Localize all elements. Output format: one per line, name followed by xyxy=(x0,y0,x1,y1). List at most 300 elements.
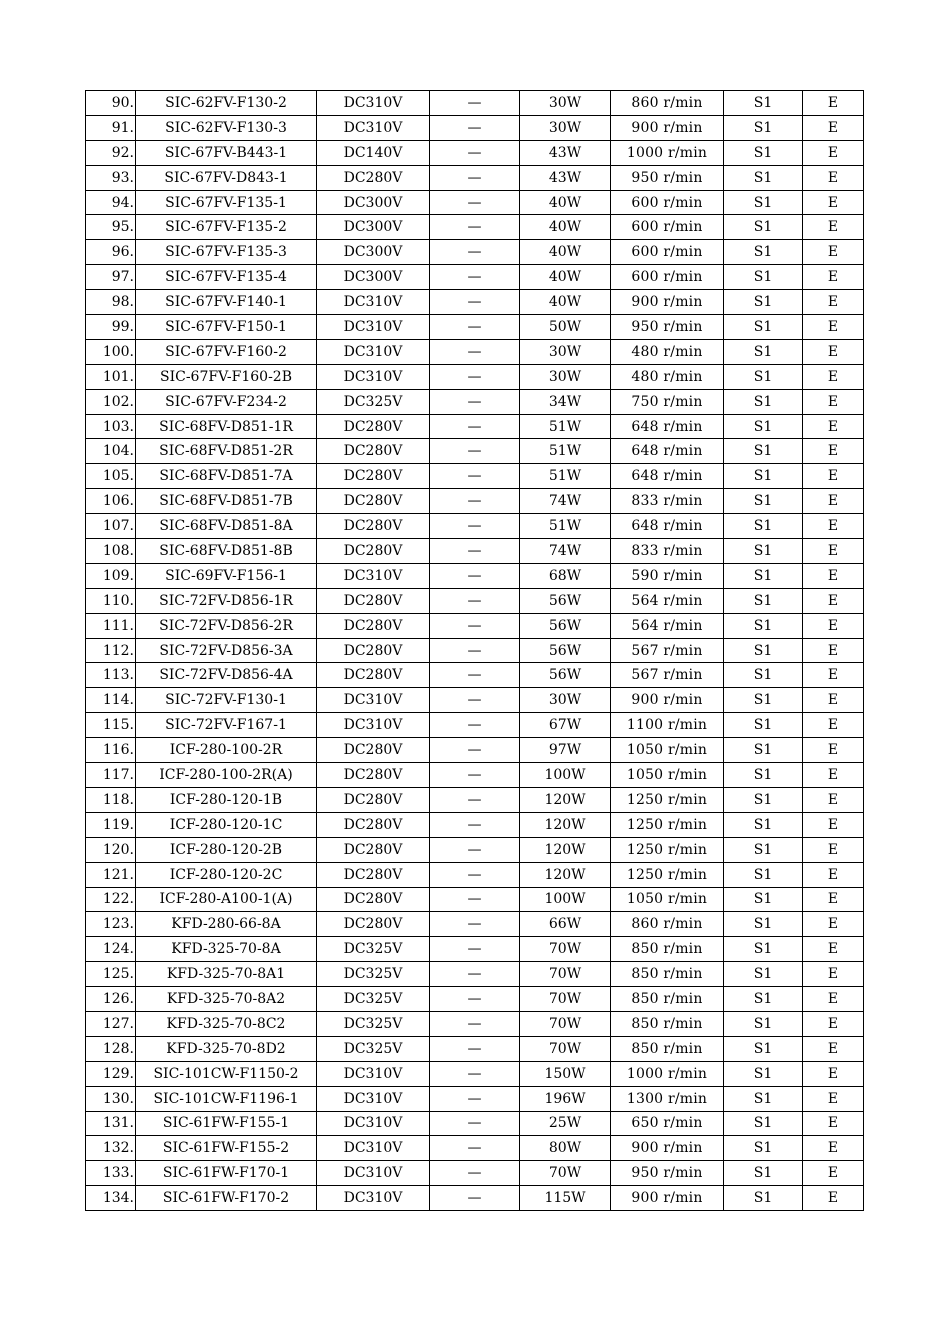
index-cell: 111. xyxy=(86,613,136,638)
index-cell: 107. xyxy=(86,514,136,539)
voltage-cell: DC325V xyxy=(317,1011,430,1036)
table-row xyxy=(86,91,864,116)
model-cell: KFD-325-70-8D2 xyxy=(136,1036,317,1061)
insulation-cell: E xyxy=(803,339,864,364)
duty-cell: S1 xyxy=(724,464,803,489)
table-row xyxy=(86,962,864,987)
index-cell: 90. xyxy=(86,91,136,116)
index-cell: 112. xyxy=(86,638,136,663)
duty-cell: S1 xyxy=(724,937,803,962)
model-cell: SIC-68FV-D851-2R xyxy=(136,439,317,464)
table-row xyxy=(86,1086,864,1111)
duty-cell: S1 xyxy=(724,389,803,414)
model-cell: SIC-68FV-D851-8A xyxy=(136,514,317,539)
table-row xyxy=(86,464,864,489)
model-cell: ICF-280-120-1C xyxy=(136,812,317,837)
speed-cell: 590 r/min xyxy=(611,563,724,588)
current-cell: — xyxy=(430,414,520,439)
index-cell: 109. xyxy=(86,563,136,588)
model-cell: SIC-72FV-D856-4A xyxy=(136,663,317,688)
insulation-cell: E xyxy=(803,265,864,290)
insulation-cell: E xyxy=(803,315,864,340)
voltage-cell: DC310V xyxy=(317,1111,430,1136)
model-cell: SIC-67FV-F135-1 xyxy=(136,190,317,215)
table-row xyxy=(86,439,864,464)
insulation-cell: E xyxy=(803,588,864,613)
current-cell: — xyxy=(430,140,520,165)
voltage-cell: DC280V xyxy=(317,812,430,837)
power-cell: 40W xyxy=(520,290,611,315)
index-cell: 105. xyxy=(86,464,136,489)
model-cell: SIC-72FV-D856-3A xyxy=(136,638,317,663)
insulation-cell: E xyxy=(803,1086,864,1111)
speed-cell: 833 r/min xyxy=(611,489,724,514)
model-cell: SIC-67FV-D843-1 xyxy=(136,165,317,190)
current-cell: — xyxy=(430,887,520,912)
power-cell: 70W xyxy=(520,937,611,962)
duty-cell: S1 xyxy=(724,489,803,514)
insulation-cell: E xyxy=(803,987,864,1012)
current-cell: — xyxy=(430,1111,520,1136)
duty-cell: S1 xyxy=(724,763,803,788)
duty-cell: S1 xyxy=(724,713,803,738)
current-cell: — xyxy=(430,539,520,564)
insulation-cell: E xyxy=(803,837,864,862)
current-cell: — xyxy=(430,563,520,588)
voltage-cell: DC310V xyxy=(317,115,430,140)
duty-cell: S1 xyxy=(724,315,803,340)
duty-cell: S1 xyxy=(724,1011,803,1036)
index-cell: 121. xyxy=(86,862,136,887)
model-cell: SIC-68FV-D851-1R xyxy=(136,414,317,439)
power-cell: 70W xyxy=(520,987,611,1012)
duty-cell: S1 xyxy=(724,1111,803,1136)
duty-cell: S1 xyxy=(724,339,803,364)
speed-cell: 900 r/min xyxy=(611,115,724,140)
index-cell: 123. xyxy=(86,912,136,937)
index-cell: 100. xyxy=(86,339,136,364)
speed-cell: 564 r/min xyxy=(611,613,724,638)
power-cell: 30W xyxy=(520,115,611,140)
duty-cell: S1 xyxy=(724,265,803,290)
voltage-cell: DC310V xyxy=(317,563,430,588)
table-row xyxy=(86,563,864,588)
duty-cell: S1 xyxy=(724,1161,803,1186)
model-cell: KFD-325-70-8A2 xyxy=(136,987,317,1012)
duty-cell: S1 xyxy=(724,414,803,439)
voltage-cell: DC310V xyxy=(317,1086,430,1111)
model-cell: ICF-280-120-2C xyxy=(136,862,317,887)
duty-cell: S1 xyxy=(724,190,803,215)
current-cell: — xyxy=(430,91,520,116)
voltage-cell: DC310V xyxy=(317,1136,430,1161)
current-cell: — xyxy=(430,837,520,862)
model-cell: SIC-101CW-F1196-1 xyxy=(136,1086,317,1111)
index-cell: 134. xyxy=(86,1186,136,1211)
power-cell: 80W xyxy=(520,1136,611,1161)
current-cell: — xyxy=(430,315,520,340)
current-cell: — xyxy=(430,1136,520,1161)
table-row xyxy=(86,190,864,215)
table-row xyxy=(86,489,864,514)
table-row xyxy=(86,215,864,240)
insulation-cell: E xyxy=(803,1161,864,1186)
model-cell: SIC-61FW-F155-2 xyxy=(136,1136,317,1161)
power-cell: 70W xyxy=(520,1161,611,1186)
model-cell: SIC-68FV-D851-7B xyxy=(136,489,317,514)
insulation-cell: E xyxy=(803,613,864,638)
table-row xyxy=(86,613,864,638)
speed-cell: 600 r/min xyxy=(611,190,724,215)
model-cell: SIC-61FW-F170-1 xyxy=(136,1161,317,1186)
current-cell: — xyxy=(430,364,520,389)
duty-cell: S1 xyxy=(724,290,803,315)
model-cell: SIC-67FV-F160-2B xyxy=(136,364,317,389)
table-row xyxy=(86,787,864,812)
insulation-cell: E xyxy=(803,937,864,962)
power-cell: 43W xyxy=(520,140,611,165)
speed-cell: 600 r/min xyxy=(611,215,724,240)
duty-cell: S1 xyxy=(724,688,803,713)
voltage-cell: DC280V xyxy=(317,763,430,788)
table-row xyxy=(86,339,864,364)
insulation-cell: E xyxy=(803,489,864,514)
insulation-cell: E xyxy=(803,638,864,663)
insulation-cell: E xyxy=(803,1111,864,1136)
voltage-cell: DC310V xyxy=(317,315,430,340)
current-cell: — xyxy=(430,190,520,215)
index-cell: 95. xyxy=(86,215,136,240)
insulation-cell: E xyxy=(803,1011,864,1036)
current-cell: — xyxy=(430,439,520,464)
model-cell: SIC-68FV-D851-8B xyxy=(136,539,317,564)
power-cell: 74W xyxy=(520,539,611,564)
current-cell: — xyxy=(430,613,520,638)
index-cell: 115. xyxy=(86,713,136,738)
model-cell: KFD-325-70-8A1 xyxy=(136,962,317,987)
power-cell: 56W xyxy=(520,663,611,688)
table-row xyxy=(86,364,864,389)
insulation-cell: E xyxy=(803,240,864,265)
duty-cell: S1 xyxy=(724,862,803,887)
model-cell: ICF-280-120-1B xyxy=(136,787,317,812)
speed-cell: 564 r/min xyxy=(611,588,724,613)
voltage-cell: DC140V xyxy=(317,140,430,165)
voltage-cell: DC325V xyxy=(317,389,430,414)
current-cell: — xyxy=(430,787,520,812)
speed-cell: 1250 r/min xyxy=(611,812,724,837)
table-row xyxy=(86,862,864,887)
power-cell: 30W xyxy=(520,339,611,364)
voltage-cell: DC280V xyxy=(317,464,430,489)
speed-cell: 567 r/min xyxy=(611,663,724,688)
table-row xyxy=(86,912,864,937)
voltage-cell: DC310V xyxy=(317,290,430,315)
insulation-cell: E xyxy=(803,364,864,389)
table-row xyxy=(86,414,864,439)
table-row xyxy=(86,1136,864,1161)
power-cell: 34W xyxy=(520,389,611,414)
model-cell: KFD-325-70-8C2 xyxy=(136,1011,317,1036)
power-cell: 74W xyxy=(520,489,611,514)
model-cell: SIC-62FV-F130-3 xyxy=(136,115,317,140)
index-cell: 117. xyxy=(86,763,136,788)
duty-cell: S1 xyxy=(724,812,803,837)
current-cell: — xyxy=(430,962,520,987)
insulation-cell: E xyxy=(803,713,864,738)
insulation-cell: E xyxy=(803,539,864,564)
voltage-cell: DC310V xyxy=(317,1161,430,1186)
power-cell: 25W xyxy=(520,1111,611,1136)
current-cell: — xyxy=(430,588,520,613)
index-cell: 92. xyxy=(86,140,136,165)
power-cell: 120W xyxy=(520,837,611,862)
speed-cell: 1050 r/min xyxy=(611,738,724,763)
power-cell: 120W xyxy=(520,862,611,887)
model-cell: SIC-61FW-F170-2 xyxy=(136,1186,317,1211)
table-body xyxy=(86,91,864,1211)
duty-cell: S1 xyxy=(724,738,803,763)
voltage-cell: DC325V xyxy=(317,962,430,987)
insulation-cell: E xyxy=(803,1061,864,1086)
table-row xyxy=(86,389,864,414)
power-cell: 56W xyxy=(520,613,611,638)
current-cell: — xyxy=(430,688,520,713)
duty-cell: S1 xyxy=(724,240,803,265)
model-cell: SIC-67FV-F150-1 xyxy=(136,315,317,340)
duty-cell: S1 xyxy=(724,837,803,862)
model-cell: SIC-68FV-D851-7A xyxy=(136,464,317,489)
insulation-cell: E xyxy=(803,812,864,837)
index-cell: 119. xyxy=(86,812,136,837)
insulation-cell: E xyxy=(803,738,864,763)
power-cell: 51W xyxy=(520,414,611,439)
voltage-cell: DC280V xyxy=(317,787,430,812)
duty-cell: S1 xyxy=(724,165,803,190)
power-cell: 30W xyxy=(520,688,611,713)
speed-cell: 950 r/min xyxy=(611,1161,724,1186)
speed-cell: 950 r/min xyxy=(611,315,724,340)
duty-cell: S1 xyxy=(724,987,803,1012)
voltage-cell: DC280V xyxy=(317,912,430,937)
speed-cell: 900 r/min xyxy=(611,1136,724,1161)
duty-cell: S1 xyxy=(724,115,803,140)
voltage-cell: DC280V xyxy=(317,439,430,464)
voltage-cell: DC280V xyxy=(317,613,430,638)
current-cell: — xyxy=(430,165,520,190)
speed-cell: 850 r/min xyxy=(611,987,724,1012)
voltage-cell: DC310V xyxy=(317,688,430,713)
speed-cell: 567 r/min xyxy=(611,638,724,663)
current-cell: — xyxy=(430,937,520,962)
model-cell: SIC-72FV-D856-1R xyxy=(136,588,317,613)
table-row xyxy=(86,663,864,688)
index-cell: 124. xyxy=(86,937,136,962)
speed-cell: 480 r/min xyxy=(611,364,724,389)
current-cell: — xyxy=(430,489,520,514)
insulation-cell: E xyxy=(803,215,864,240)
current-cell: — xyxy=(430,987,520,1012)
model-cell: SIC-101CW-F1150-2 xyxy=(136,1061,317,1086)
index-cell: 130. xyxy=(86,1086,136,1111)
model-cell: SIC-67FV-B443-1 xyxy=(136,140,317,165)
insulation-cell: E xyxy=(803,464,864,489)
speed-cell: 1000 r/min xyxy=(611,1061,724,1086)
model-cell: SIC-67FV-F140-1 xyxy=(136,290,317,315)
power-cell: 40W xyxy=(520,190,611,215)
power-cell: 196W xyxy=(520,1086,611,1111)
power-cell: 120W xyxy=(520,812,611,837)
current-cell: — xyxy=(430,389,520,414)
table-row xyxy=(86,115,864,140)
index-cell: 128. xyxy=(86,1036,136,1061)
insulation-cell: E xyxy=(803,887,864,912)
power-cell: 30W xyxy=(520,364,611,389)
table-row xyxy=(86,688,864,713)
power-cell: 68W xyxy=(520,563,611,588)
table-row xyxy=(86,887,864,912)
table-row xyxy=(86,837,864,862)
current-cell: — xyxy=(430,763,520,788)
power-cell: 51W xyxy=(520,439,611,464)
current-cell: — xyxy=(430,240,520,265)
speed-cell: 648 r/min xyxy=(611,439,724,464)
model-cell: ICF-280-A100-1(A) xyxy=(136,887,317,912)
speed-cell: 600 r/min xyxy=(611,240,724,265)
index-cell: 98. xyxy=(86,290,136,315)
speed-cell: 850 r/min xyxy=(611,1011,724,1036)
model-cell: SIC-72FV-D856-2R xyxy=(136,613,317,638)
current-cell: — xyxy=(430,738,520,763)
voltage-cell: DC300V xyxy=(317,240,430,265)
insulation-cell: E xyxy=(803,115,864,140)
current-cell: — xyxy=(430,464,520,489)
index-cell: 96. xyxy=(86,240,136,265)
speed-cell: 750 r/min xyxy=(611,389,724,414)
speed-cell: 850 r/min xyxy=(611,962,724,987)
model-cell: SIC-67FV-F135-4 xyxy=(136,265,317,290)
insulation-cell: E xyxy=(803,514,864,539)
power-cell: 97W xyxy=(520,738,611,763)
table-row xyxy=(86,713,864,738)
duty-cell: S1 xyxy=(724,962,803,987)
speed-cell: 1250 r/min xyxy=(611,837,724,862)
power-cell: 43W xyxy=(520,165,611,190)
index-cell: 126. xyxy=(86,987,136,1012)
current-cell: — xyxy=(430,265,520,290)
speed-cell: 648 r/min xyxy=(611,414,724,439)
voltage-cell: DC280V xyxy=(317,887,430,912)
current-cell: — xyxy=(430,1186,520,1211)
table-row xyxy=(86,1161,864,1186)
index-cell: 108. xyxy=(86,539,136,564)
index-cell: 129. xyxy=(86,1061,136,1086)
insulation-cell: E xyxy=(803,140,864,165)
index-cell: 120. xyxy=(86,837,136,862)
model-cell: SIC-67FV-F234-2 xyxy=(136,389,317,414)
table-row xyxy=(86,165,864,190)
model-cell: SIC-72FV-F130-1 xyxy=(136,688,317,713)
insulation-cell: E xyxy=(803,862,864,887)
voltage-cell: DC325V xyxy=(317,987,430,1012)
voltage-cell: DC280V xyxy=(317,588,430,613)
model-cell: SIC-69FV-F156-1 xyxy=(136,563,317,588)
speed-cell: 900 r/min xyxy=(611,688,724,713)
voltage-cell: DC280V xyxy=(317,862,430,887)
speed-cell: 850 r/min xyxy=(611,937,724,962)
index-cell: 122. xyxy=(86,887,136,912)
power-cell: 56W xyxy=(520,638,611,663)
speed-cell: 1000 r/min xyxy=(611,140,724,165)
table-row xyxy=(86,290,864,315)
power-cell: 56W xyxy=(520,588,611,613)
speed-cell: 900 r/min xyxy=(611,1186,724,1211)
power-cell: 150W xyxy=(520,1061,611,1086)
duty-cell: S1 xyxy=(724,514,803,539)
insulation-cell: E xyxy=(803,290,864,315)
power-cell: 30W xyxy=(520,91,611,116)
index-cell: 94. xyxy=(86,190,136,215)
table-row xyxy=(86,937,864,962)
power-cell: 50W xyxy=(520,315,611,340)
duty-cell: S1 xyxy=(724,539,803,564)
duty-cell: S1 xyxy=(724,1186,803,1211)
index-cell: 102. xyxy=(86,389,136,414)
model-cell: SIC-67FV-F135-2 xyxy=(136,215,317,240)
speed-cell: 900 r/min xyxy=(611,290,724,315)
current-cell: — xyxy=(430,812,520,837)
speed-cell: 850 r/min xyxy=(611,1036,724,1061)
model-cell: ICF-280-120-2B xyxy=(136,837,317,862)
voltage-cell: DC310V xyxy=(317,339,430,364)
current-cell: — xyxy=(430,713,520,738)
voltage-cell: DC280V xyxy=(317,489,430,514)
current-cell: — xyxy=(430,1036,520,1061)
voltage-cell: DC280V xyxy=(317,663,430,688)
duty-cell: S1 xyxy=(724,912,803,937)
model-cell: ICF-280-100-2R xyxy=(136,738,317,763)
duty-cell: S1 xyxy=(724,787,803,812)
table-row xyxy=(86,987,864,1012)
voltage-cell: DC300V xyxy=(317,190,430,215)
power-cell: 66W xyxy=(520,912,611,937)
voltage-cell: DC280V xyxy=(317,837,430,862)
current-cell: — xyxy=(430,290,520,315)
current-cell: — xyxy=(430,1086,520,1111)
model-cell: KFD-325-70-8A xyxy=(136,937,317,962)
index-cell: 131. xyxy=(86,1111,136,1136)
duty-cell: S1 xyxy=(724,613,803,638)
duty-cell: S1 xyxy=(724,215,803,240)
speed-cell: 860 r/min xyxy=(611,91,724,116)
insulation-cell: E xyxy=(803,414,864,439)
power-cell: 40W xyxy=(520,215,611,240)
voltage-cell: DC325V xyxy=(317,937,430,962)
current-cell: — xyxy=(430,862,520,887)
insulation-cell: E xyxy=(803,663,864,688)
insulation-cell: E xyxy=(803,962,864,987)
index-cell: 110. xyxy=(86,588,136,613)
index-cell: 113. xyxy=(86,663,136,688)
voltage-cell: DC280V xyxy=(317,165,430,190)
model-cell: SIC-62FV-F130-2 xyxy=(136,91,317,116)
power-cell: 40W xyxy=(520,240,611,265)
duty-cell: S1 xyxy=(724,439,803,464)
speed-cell: 480 r/min xyxy=(611,339,724,364)
insulation-cell: E xyxy=(803,1136,864,1161)
voltage-cell: DC300V xyxy=(317,265,430,290)
voltage-cell: DC310V xyxy=(317,91,430,116)
